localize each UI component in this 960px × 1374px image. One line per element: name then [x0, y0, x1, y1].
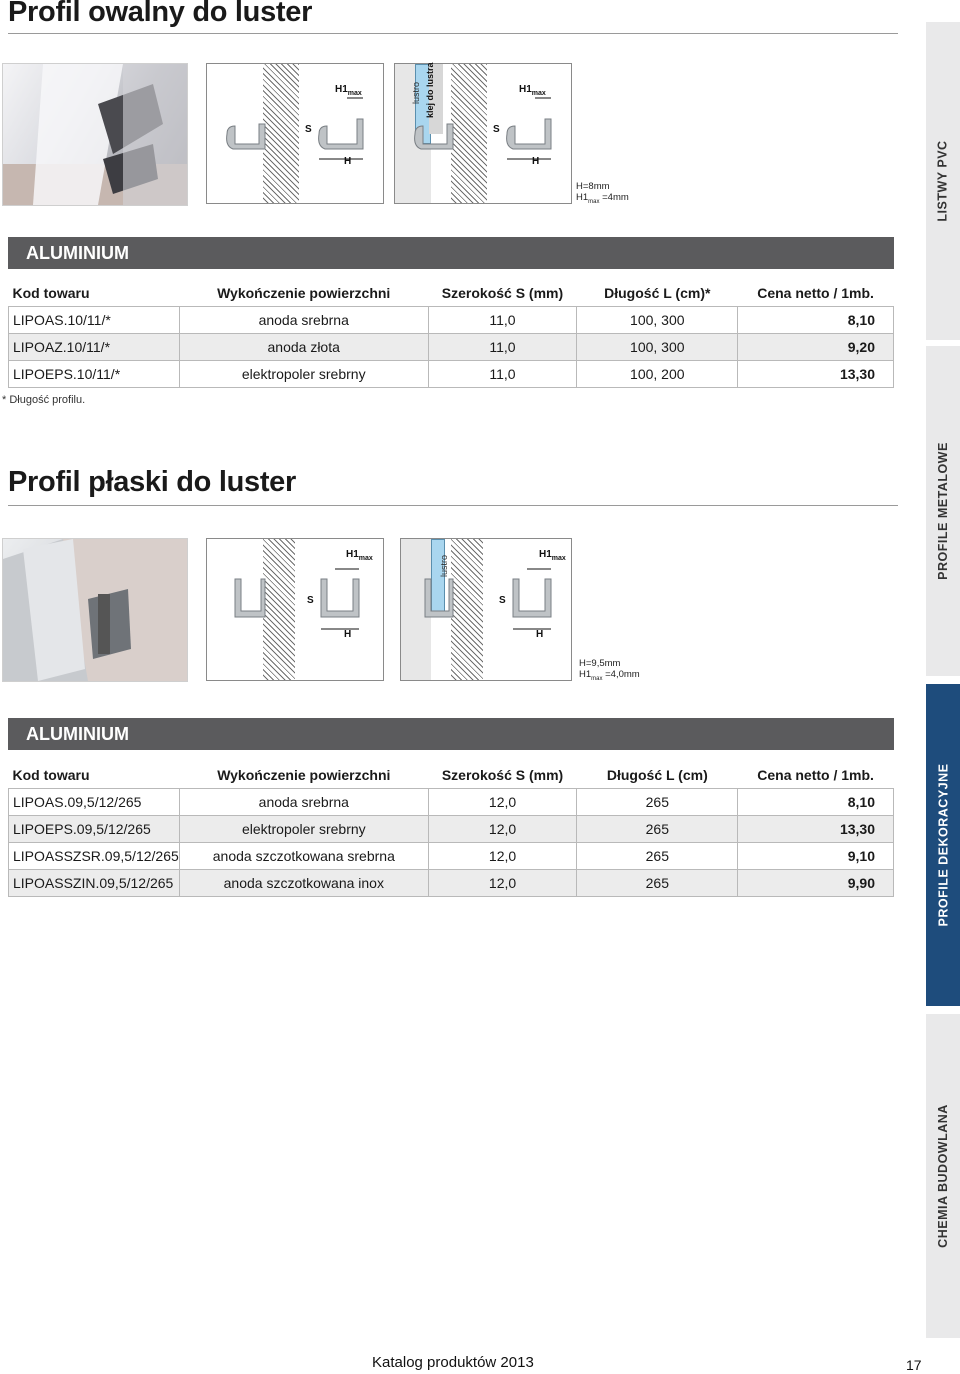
cell-width: 12,0: [428, 816, 577, 843]
cell-length: 100, 300: [577, 307, 738, 334]
sidebar-tab-listwy-pvc[interactable]: [926, 22, 960, 340]
cross-section-diagram-flat-2: [400, 538, 572, 681]
footnote-length: * Długość profilu.: [2, 394, 86, 406]
cell-length: 100, 300: [577, 334, 738, 361]
catalog-footer: Katalog produktów 2013: [372, 1354, 534, 1371]
oval-h-label-2: H: [532, 156, 540, 167]
sidebar-tab-label: PROFILE DEKORACYJNE: [936, 763, 950, 927]
flat-lustro-label: lustro: [439, 554, 449, 577]
product-photo-oval-graphic: [3, 64, 187, 205]
cell-code: LIPOASSZIN.09,5/12/265: [9, 870, 180, 897]
cell-finish: elektropoler srebrny: [179, 361, 428, 388]
header-price: Cena netto / 1mb.: [757, 285, 874, 301]
cell-price: 13,30: [738, 816, 894, 843]
oval-s-label: S: [305, 124, 312, 135]
cell-finish: anoda złota: [179, 334, 428, 361]
cell-length: 100, 200: [577, 361, 738, 388]
price-table-flat: [8, 762, 894, 897]
header-length: Długość L (cm): [606, 767, 708, 783]
material-band-1: ALUMINIUM: [8, 237, 894, 269]
flat-spec-h1-val: =4,0mm: [602, 669, 640, 680]
flat-spec-h1: H1: [579, 669, 592, 680]
cell-price: 9,10: [738, 843, 894, 870]
title-rule: [8, 33, 898, 34]
product-photo-flat-graphic: [3, 539, 187, 681]
header-finish: Wykończenie powierzchni: [217, 767, 391, 783]
oval-s-label-2: S: [493, 124, 500, 135]
header-finish: Wykończenie powierzchni: [217, 285, 391, 301]
cell-price: 8,10: [738, 307, 894, 334]
flat-h1-label-2: H1: [539, 549, 552, 560]
sidebar-tab-profile-dekoracyjne[interactable]: [926, 684, 960, 1006]
sidebar-tab-profile-metalowe[interactable]: [926, 346, 960, 676]
cell-width: 12,0: [428, 870, 577, 897]
oval-klej-label: klej do lustra: [425, 62, 435, 118]
cell-length: 265: [577, 843, 738, 870]
header-width: Szerokość S (mm): [441, 285, 564, 301]
header-width: Szerokość S (mm): [441, 767, 564, 783]
cell-price: 9,90: [738, 870, 894, 897]
cell-finish: anoda srebrna: [179, 789, 428, 816]
oval-h1-label-2: H1: [519, 84, 532, 95]
header-price: Cena netto / 1mb.: [757, 767, 874, 783]
table-row: [9, 870, 894, 897]
product-photo-flat: [2, 538, 188, 682]
price-table-oval: [8, 280, 894, 388]
flat-spec-h: H=9,5mm: [579, 658, 621, 669]
table-row: [9, 816, 894, 843]
cell-code: LIPOAS.09,5/12/265: [9, 789, 180, 816]
cell-code: LIPOASSZSR.09,5/12/265: [9, 843, 180, 870]
cell-width: 12,0: [428, 789, 577, 816]
cell-finish: anoda szczotkowana inox: [179, 870, 428, 897]
cell-code: LIPOAS.10/11/*: [9, 307, 180, 334]
oval-h1-label: H1: [335, 84, 348, 95]
cell-length: 265: [577, 789, 738, 816]
cell-code: LIPOAZ.10/11/*: [9, 334, 180, 361]
table-row: [9, 334, 894, 361]
page-title-oval: Profil owalny do luster: [8, 0, 313, 28]
oval-spec-h: H=8mm: [576, 181, 610, 192]
title-rule-2: [8, 505, 898, 506]
cell-finish: anoda srebrna: [179, 307, 428, 334]
page-title-flat: Profil płaski do luster: [8, 466, 296, 498]
material-band-2: ALUMINIUM: [8, 718, 894, 750]
table-header-row: [9, 280, 894, 307]
oval-h-label: H: [344, 156, 352, 167]
oval-h1-sub: max: [347, 90, 362, 97]
flat-h-label-2: H: [536, 629, 544, 640]
flat-h1-label: H1: [346, 549, 359, 560]
cell-width: 11,0: [428, 334, 577, 361]
flat-h1-sub-2: max: [551, 555, 566, 562]
cross-section-diagram-flat-1: [206, 538, 384, 681]
flat-s-label: S: [307, 595, 314, 606]
sidebar-tab-label: CHEMIA BUDOWLANA: [936, 1104, 951, 1248]
oval-spec-h1-val: =4mm: [599, 192, 629, 203]
cell-finish: elektropoler srebrny: [179, 816, 428, 843]
page-number: 17: [906, 1357, 922, 1373]
cell-price: 13,30: [738, 361, 894, 388]
oval-spec-h1: H1: [576, 192, 589, 203]
flat-spec-h1-sub: max: [591, 675, 603, 682]
sidebar-tab-chemia-budowlana[interactable]: [926, 1014, 960, 1338]
cell-length: 265: [577, 816, 738, 843]
header-length: Długość L (cm)*: [604, 285, 711, 301]
cell-width: 12,0: [428, 843, 577, 870]
flat-h1-sub: max: [358, 555, 373, 562]
cell-code: LIPOEPS.10/11/*: [9, 361, 180, 388]
sidebar-tab-label: PROFILE METALOWE: [936, 442, 950, 580]
oval-spec-h1-sub: max: [588, 198, 600, 205]
oval-h1-sub-2: max: [531, 90, 546, 97]
cell-finish: anoda szczotkowana srebrna: [179, 843, 428, 870]
header-code: Kod towaru: [12, 767, 90, 783]
cell-price: 8,10: [738, 789, 894, 816]
table-row: [9, 361, 894, 388]
cross-section-diagram-oval-1: [206, 63, 384, 204]
oval-lustro-label: lustro: [411, 81, 421, 104]
header-code: Kod towaru: [12, 285, 90, 301]
cell-width: 11,0: [428, 307, 577, 334]
flat-s-label-2: S: [499, 595, 506, 606]
table-header-row: [9, 762, 894, 789]
cell-code: LIPOEPS.09,5/12/265: [9, 816, 180, 843]
table-row: [9, 307, 894, 334]
table-row: [9, 843, 894, 870]
sidebar-tab-label: LISTWY PVC: [936, 140, 951, 222]
cross-section-diagram-oval-2: [394, 63, 572, 204]
product-photo-oval: [2, 63, 188, 206]
cell-price: 9,20: [738, 334, 894, 361]
table-row: [9, 789, 894, 816]
flat-h-label: H: [344, 629, 352, 640]
cell-length: 265: [577, 870, 738, 897]
cell-width: 11,0: [428, 361, 577, 388]
